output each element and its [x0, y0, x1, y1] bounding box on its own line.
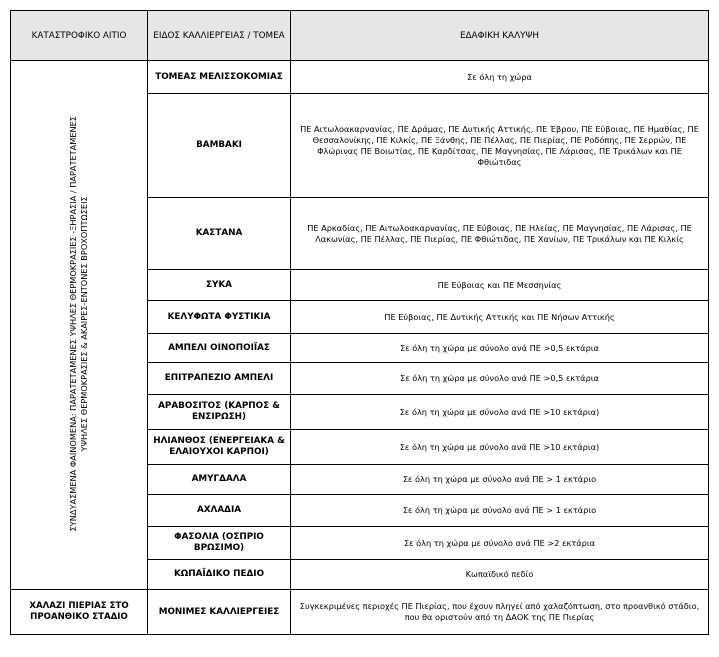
crop-cell: ΚΕΛΥΦΩΤΑ ΦΥΣΤΙΚΙΑ [148, 301, 291, 334]
coverage-cell: Σε όλη τη χώρα με σύνολο ανά ΠΕ > 1 εκτάριο [291, 495, 709, 527]
crop-cell: ΑΧΛΑΔΙΑ [148, 495, 291, 527]
crop-cell: ΦΑΣΟΛΙΑ (ΟΣΠΡΙΟ ΒΡΩΣΙΜΟ) [148, 527, 291, 560]
coverage-cell: Σε όλη τη χώρα με σύνολο ανά ΠΕ >0,5 εκτάρια [291, 334, 709, 363]
crop-cell: ΜΟΝΙΜΕΣ ΚΑΛΛΙΕΡΓΕΙΕΣ [148, 590, 291, 635]
coverage-cell: Κωπαϊδικό πεδίο [291, 560, 709, 590]
coverage-cell: ΠΕ Αιτωλοακαρνανίας, ΠΕ Δράμας, ΠΕ Δυτικής Αττικής, ΠΕ Έβρου, ΠΕ Εύβοιας, ΠΕ Ημαθίας, ΠΕ Θεσσαλονίκης, ΠΕ Κιλκίς, ΠΕ Ξάνθης, ΠΕ Πέλλας, ΠΕ Πιερίας, ΠΕ Ροδόπης, ΠΕ Σερρών, ΠΕ Φλώρινας ΠΕ Βοιωτίας, ΠΕ Καρδίτσας, ΠΕ Μαγνησίας, ΠΕ Λάρισας, ΠΕ Τρικάλων και ΠΕ Φθιώτιδας [291, 94, 709, 198]
coverage-cell: Σε όλη τη χώρα με σύνολο ανά ΠΕ >0,5 εκτάρια [291, 363, 709, 395]
crop-cell: ΗΛΙΑΝΘΟΣ (ΕΝΕΡΓΕΙΑΚΑ & ΕΛΑΙΟΥΧΟΙ ΚΑΡΠΟΙ) [148, 430, 291, 465]
table-row [11, 61, 709, 94]
header-crop: ΕΙΔΟΣ ΚΑΛΛΙΕΡΓΕΙΑΣ / ΤΟΜΕΑ [148, 11, 291, 61]
cause-rotated-text: ΣΥΝΔΥΑΣΜΕΝΑ ΦΑΙΝΟΜΕΝΑ: ΠΑΡΑΤΕΤΑΜΕΝΕΣ ΥΨΗΛΕΣ ΘΕΡΜΟΚΡΑΣΙΕΣ -ΞΗΡΑΣΙΑ / ΠΑΡΑΤΕΤΑΜΕΝΕΣ ΥΨΗΛΕΣ ΘΕΡΜΟΚΡΑΣΙΕΣ & ΑΚΑΙΡΕΣ-ΕΝΤΟΝΕΣ ΒΡΟΧΟΠΤΩΣΕΙΣ [68, 115, 89, 532]
coverage-cell: Σε όλη τη χώρα με σύνολο ανά ΠΕ >10 εκτάρια) [291, 395, 709, 430]
coverage-cell: Σε όλη τη χώρα με σύνολο ανά ΠΕ >10 εκτάρια) [291, 430, 709, 465]
coverage-cell: Σε όλη τη χώρα [291, 61, 709, 94]
coverage-cell: Σε όλη τη χώρα με σύνολο ανά ΠΕ >2 εκτάρια [291, 527, 709, 560]
crop-cell: ΚΑΣΤΑΝΑ [148, 198, 291, 270]
crop-cell: ΑΜΠΕΛΙ ΟΙΝΟΠΟΙΪΑΣ [148, 334, 291, 363]
crop-cell: ΣΥΚΑ [148, 270, 291, 301]
coverage-cell: Συγκεκριμένες περιοχές ΠΕ Πιερίας, που έχουν πληγεί από χαλαζόπτωση, στο προανθικό στάδιο, που θα οριστούν από τη ΔΑΟΚ της ΠΕ Πιερίας [291, 590, 709, 635]
crop-cell: ΤΟΜΕΑΣ ΜΕΛΙΣΣΟΚΟΜΙΑΣ [148, 61, 291, 94]
crop-cell: ΒΑΜΒΑΚΙ [148, 94, 291, 198]
crop-cell: ΑΡΑΒΟΣΙΤΟΣ (ΚΑΡΠΟΣ & ΕΝΣΙΡΩΣΗ) [148, 395, 291, 430]
coverage-cell: ΠΕ Εύβοιας και ΠΕ Μεσσηνίας [291, 270, 709, 301]
crop-cell: ΕΠΙΤΡΑΠΕΖΙΟ ΑΜΠΕΛΙ [148, 363, 291, 395]
table-header-row [11, 11, 709, 61]
header-cause: ΚΑΤΑΣΤΡΟΦΙΚΟ ΑΙΤΙΟ [11, 11, 148, 61]
header-coverage: ΕΔΑΦΙΚΗ ΚΑΛΥΨΗ [291, 11, 709, 61]
crop-cell: ΑΜΥΓΔΑΛΑ [148, 465, 291, 495]
coverage-cell: ΠΕ Αρκαδίας, ΠΕ Αιτωλοακαρνανίας, ΠΕ Εύβοιας, ΠΕ Ηλείας, ΠΕ Μαγνησίας, ΠΕ Λάρισας, ΠΕ Λακωνίας, ΠΕ Πέλλας, ΠΕ Πιερίας, ΠΕ Φθιώτιδας, ΠΕ Χανίων, ΠΕ Τρικάλων και ΠΕ Κιλκίς [291, 198, 709, 270]
coverage-cell: ΠΕ Εύβοιας, ΠΕ Δυτικής Αττικής και ΠΕ Νήσων Αττικής [291, 301, 709, 334]
document-page [10, 10, 708, 635]
crop-cell: ΚΩΠΑΪΔΙΚΟ ΠΕΔΙΟ [148, 560, 291, 590]
coverage-cell: Σε όλη τη χώρα με σύνολο ανά ΠΕ > 1 εκτάριο [291, 465, 709, 495]
cause-cell-hail: ΧΑΛΑΖΙ ΠΙΕΡΙΑΣ ΣΤΟ ΠΡΟΑΝΘΙΚΟ ΣΤΑΔΙΟ [11, 590, 148, 635]
cause-cell-combined [11, 61, 148, 590]
coverage-table [10, 10, 709, 635]
table-row [11, 590, 709, 635]
